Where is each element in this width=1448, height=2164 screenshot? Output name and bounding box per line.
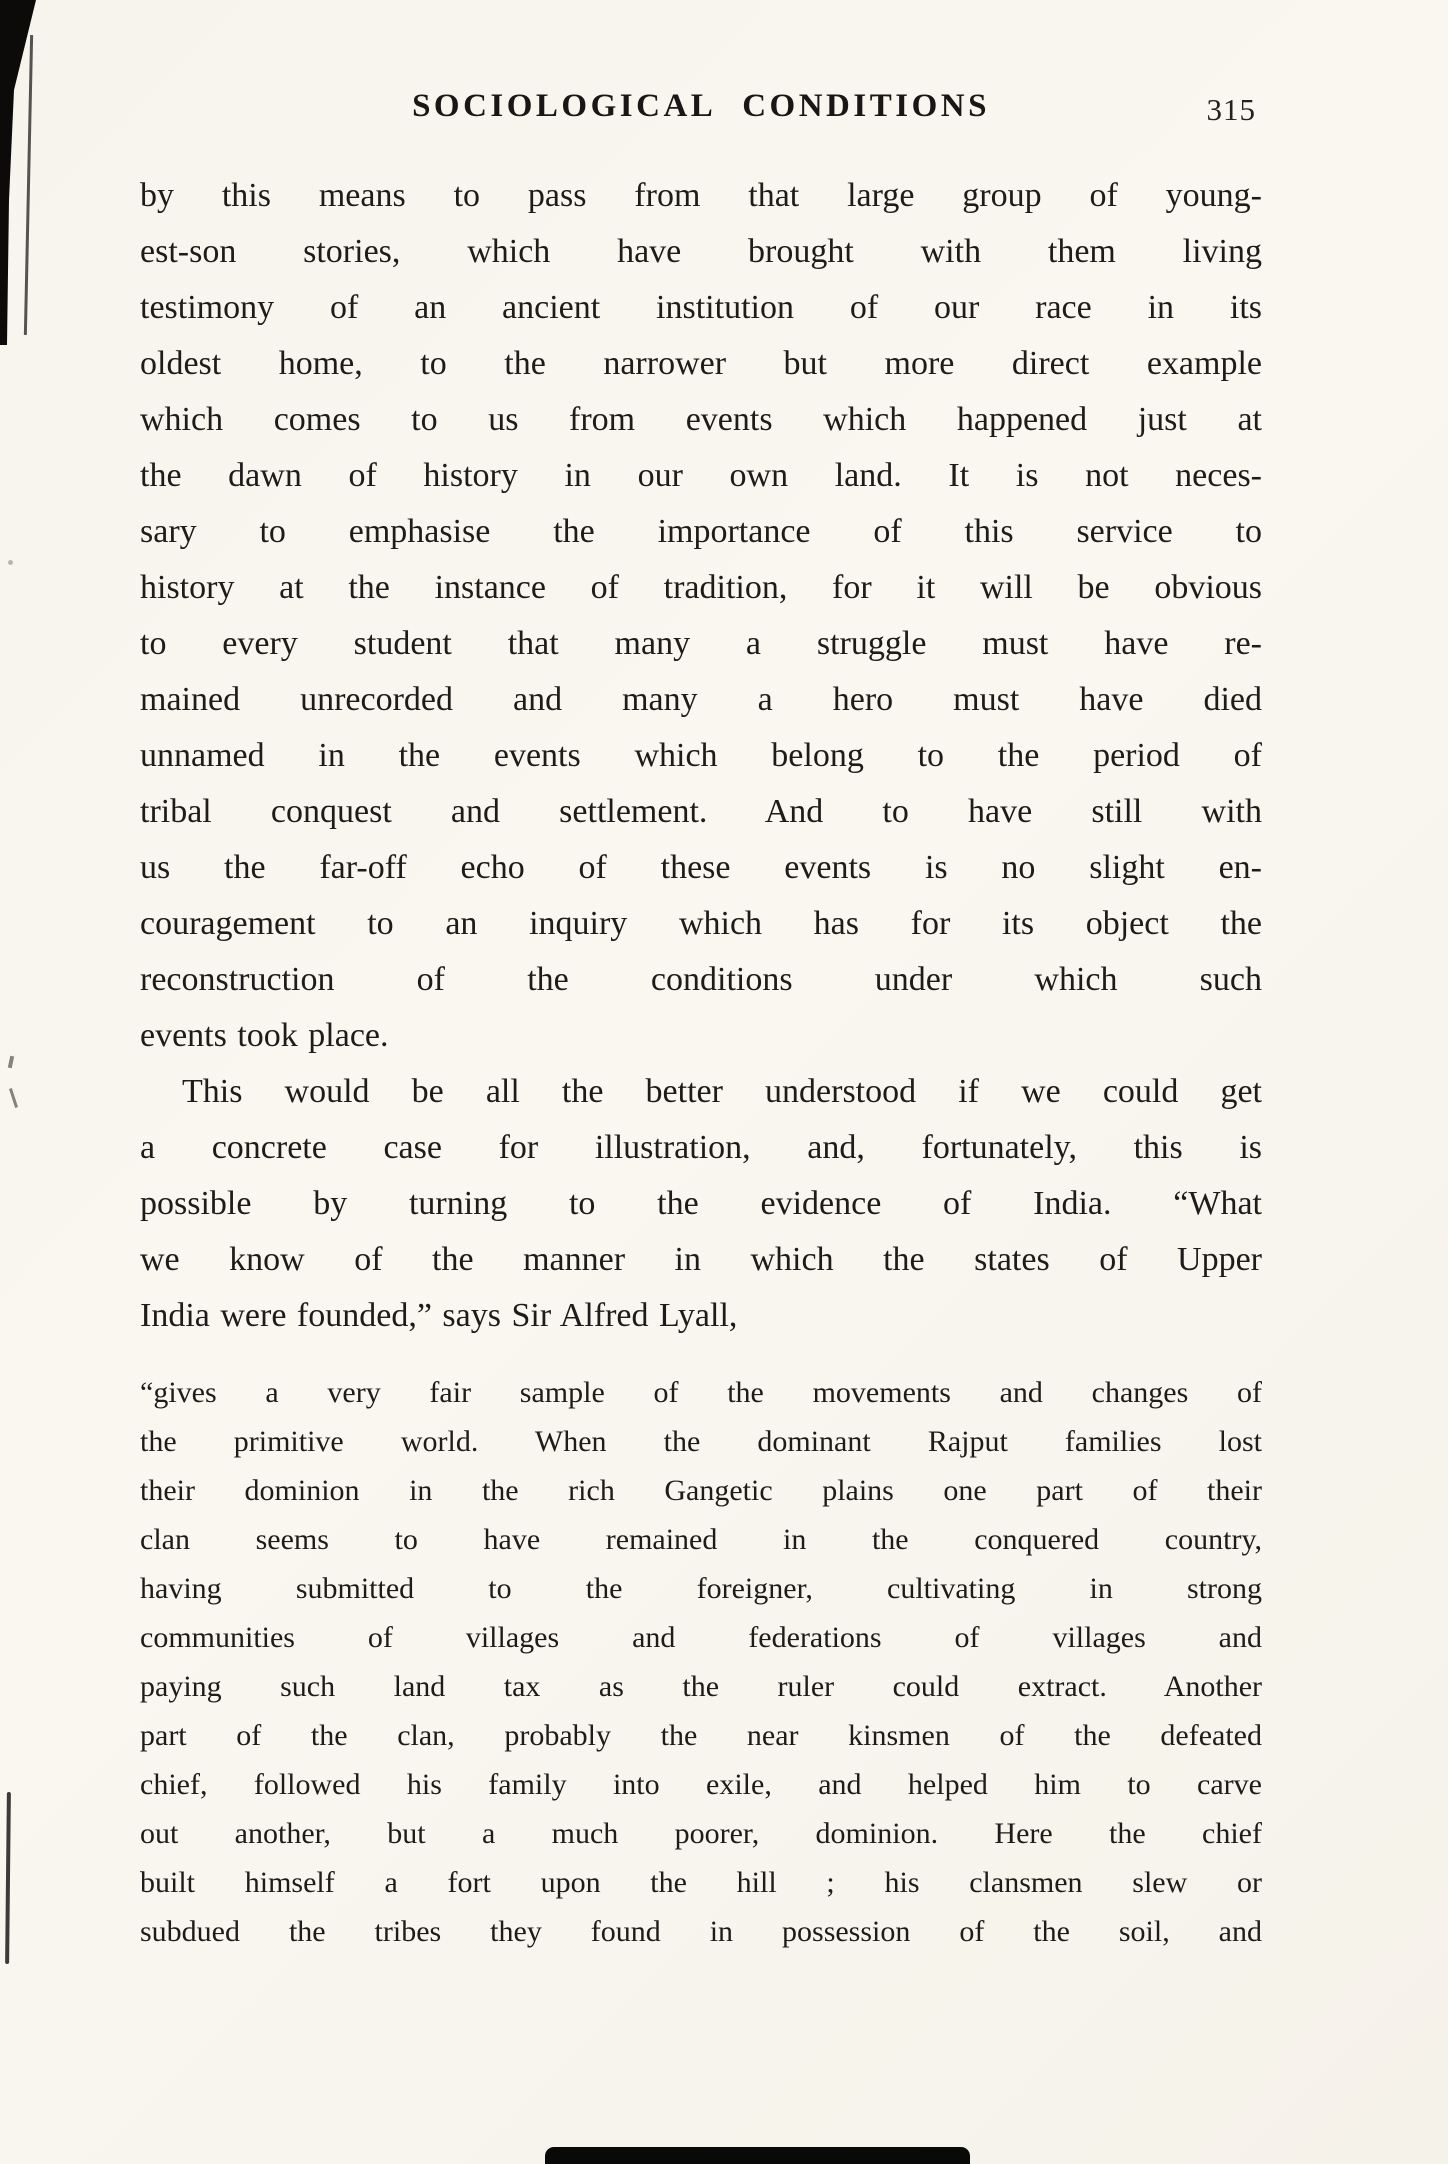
- text-line: events took place.: [140, 1017, 389, 1054]
- text-line: a concrete case for illustration, and, fortunately, this is: [140, 1129, 1262, 1166]
- text-line: India were founded,” says Sir Alfred Lyall,: [140, 1297, 738, 1334]
- quote-line: the primitive world. When the dominant Rajput families lost: [140, 1425, 1262, 1458]
- text-line: possible by turning to the evidence of India. “What: [140, 1185, 1262, 1222]
- scan-artifact-margin-tick: [9, 1088, 18, 1108]
- scan-artifact-bottom-strip: [545, 2147, 970, 2164]
- quote-line: their dominion in the rich Gangetic plains one part of their: [140, 1474, 1262, 1507]
- quote-line: built himself a fort upon the hill ; his clansmen slew or: [140, 1866, 1262, 1899]
- text-line: est-son stories, which have brought with them living: [140, 233, 1262, 270]
- text-line: reconstruction of the conditions under which such: [140, 961, 1262, 998]
- quote-line: clan seems to have remained in the conquered country,: [140, 1523, 1262, 1556]
- text-line: This would be all the better understood if we could get: [182, 1073, 1262, 1110]
- block-quote-lyall: [140, 1368, 1262, 1956]
- page-number: 315: [1206, 92, 1256, 127]
- text-line: sary to emphasise the importance of this service to: [140, 513, 1262, 550]
- quote-line: part of the clan, probably the near kinsmen of the defeated: [140, 1719, 1262, 1752]
- paragraph-continuation: [140, 168, 1262, 1064]
- running-head: [140, 88, 1262, 138]
- quote-line: communities of villages and federations of villages and: [140, 1621, 1262, 1654]
- page-title: SOCIOLOGICAL CONDITIONS: [412, 88, 990, 124]
- quote-line: “gives a very fair sample of the movements and changes of: [140, 1376, 1262, 1409]
- quote-line: chief, followed his family into exile, and helped him to carve: [140, 1768, 1262, 1801]
- text-block: [140, 88, 1262, 1956]
- text-line: history at the instance of tradition, for it will be obvious: [140, 569, 1262, 606]
- scan-artifact-margin-tick: [8, 1056, 14, 1069]
- text-line: mained unrecorded and many a hero must have died: [140, 681, 1262, 718]
- text-line: to every student that many a struggle must have re-: [140, 625, 1262, 662]
- text-line: we know of the manner in which the states of Upper: [140, 1241, 1262, 1278]
- text-line: couragement to an inquiry which has for its object the: [140, 905, 1262, 942]
- text-line: oldest home, to the narrower but more direct example: [140, 345, 1262, 382]
- text-line: by this means to pass from that large group of young-: [140, 177, 1262, 214]
- paragraph-second: [140, 1064, 1262, 1344]
- quote-line: out another, but a much poorer, dominion. Here the chief: [140, 1817, 1262, 1850]
- text-line: which comes to us from events which happened just at: [140, 401, 1262, 438]
- quote-line: paying such land tax as the ruler could extract. Another: [140, 1670, 1262, 1703]
- text-line: testimony of an ancient institution of our race in its: [140, 289, 1262, 326]
- text-line: the dawn of history in our own land. It is not neces-: [140, 457, 1262, 494]
- scan-artifact-vertical-line-bottom: [5, 1792, 11, 1964]
- scan-artifact-vertical-line-top: [24, 35, 33, 335]
- text-line: unnamed in the events which belong to the period of: [140, 737, 1262, 774]
- scan-artifact-margin-dot: [8, 560, 13, 565]
- quote-line: subdued the tribes they found in possession of the soil, and: [140, 1915, 1262, 1948]
- quote-line: having submitted to the foreigner, cultivating in strong: [140, 1572, 1262, 1605]
- text-line: us the far-off echo of these events is no slight en-: [140, 849, 1262, 886]
- scan-artifact-binding-wedge: [0, 0, 38, 345]
- text-line: tribal conquest and settlement. And to have still with: [140, 793, 1262, 830]
